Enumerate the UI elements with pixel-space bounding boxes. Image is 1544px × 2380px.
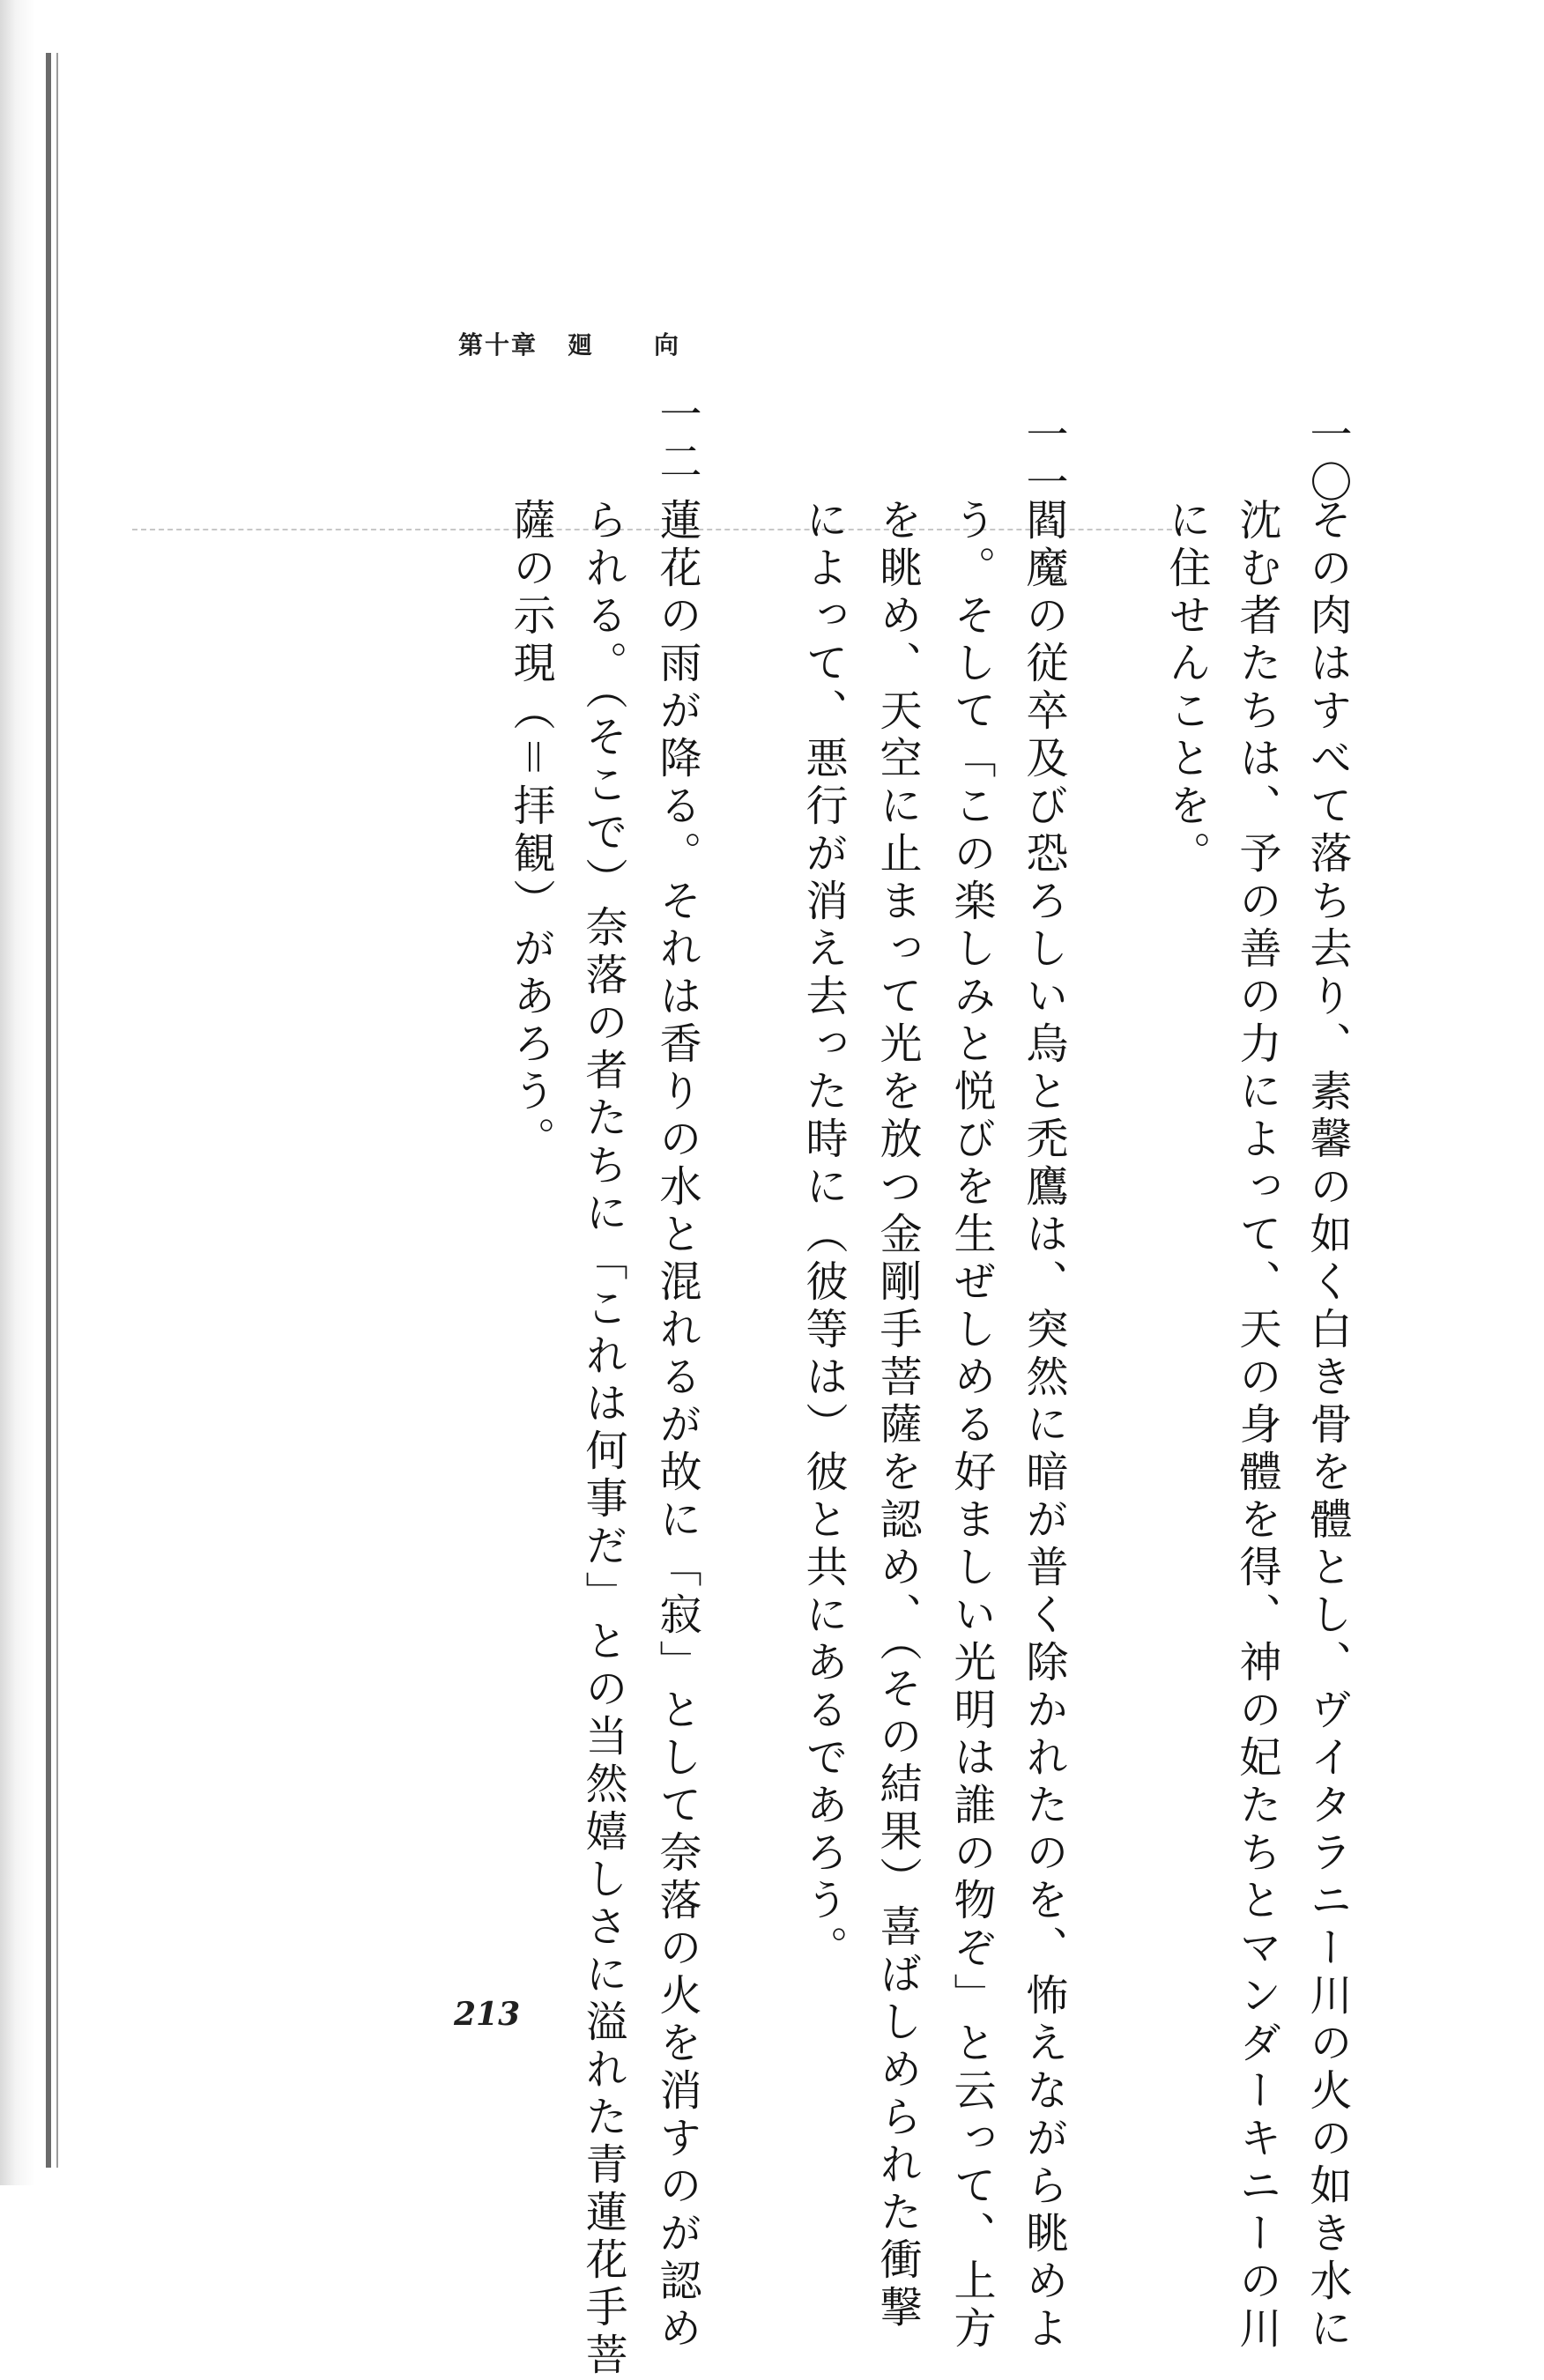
running-header [458,317,679,370]
chapter-title-char: 向 [654,330,679,360]
page-number: 213 [454,1996,521,2033]
text-line: 沈む者たちは、予の善の力によって、天の身體を得、神の妃たちとマンダーキニーの川 [1232,498,1281,2354]
section-number: 一一 [1019,412,1068,508]
section-number: 一〇 [1303,412,1352,508]
binding-line [46,53,51,2168]
text-line: その肉はすべて落ち去り、素馨の如く白き骨を體とし、ヴイタラニー川の火の如き水に [1303,498,1352,2354]
chapter-label: 第十章 [458,330,538,360]
text-line: に住せんことを。 [1162,498,1211,879]
text-line: によって、悪行が消え去った時に（彼等は）彼と共にあるであろう。 [798,498,848,1973]
chapter-title-char: 廻 [568,330,593,360]
text-line: 閻魔の従卒及び恐ろしい烏と禿鷹は、突然に暗が普く除かれたのを、怖えながら眺めよ [1019,498,1068,2354]
binding-line-inner [56,53,58,2168]
text-line: 薩の示現（＝拝観）があろう。 [506,498,555,1164]
text-line: う。そして「この楽しみと悦びを生ぜしめる好ましい光明は誰の物ぞ」と云って、上方 [946,498,996,2354]
binding-edge [0,0,62,2185]
text-line: 蓮花の雨が降る。それは香りの水と混れるが故に「寂」として奈落の火を消すのが認め [652,498,701,2354]
section-number: 一二 [652,392,701,487]
text-line: を眺め、天空に止まって光を放つ金剛手菩薩を認め、（その結果）喜ばしめられた衝撃 [872,498,922,2332]
text-line: られる。（そこで）奈落の者たちに「これは何事だ」との当然嬉しさに溢れた青蓮花手菩 [578,498,627,2380]
